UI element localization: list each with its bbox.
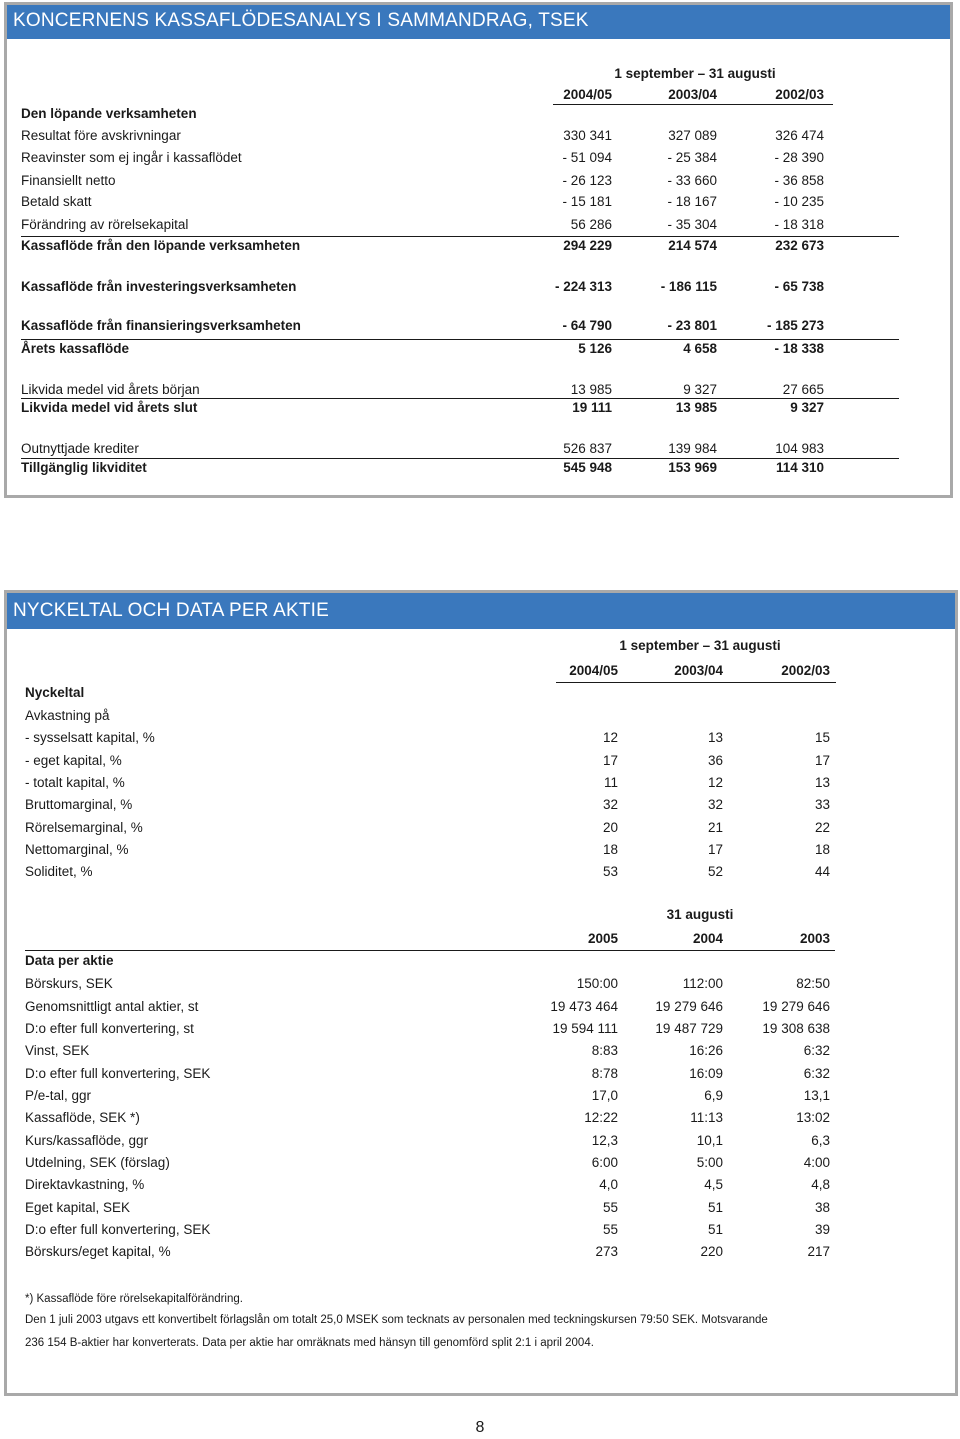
cashflow-title: KONCERNENS KASSAFLÖDESANALYS I SAMMANDRAG, TSEK [7,5,950,39]
row-value: 13 [814,775,830,790]
row-label: Nettomarginal, % [25,842,129,857]
table-row [0,148,960,168]
note-line: 236 154 B-aktier har konverterats. Data per aktie har omräknats med hänsyn till genomförd split 2:1 i april 2004. [25,1337,594,1349]
row-value: - 28 390 [774,150,824,165]
row-value: 51 [707,1222,723,1237]
row-value: 53 [602,864,618,879]
row-value: 36 [707,753,723,768]
row-value: 17,0 [591,1088,618,1103]
row-value: 21 [707,820,723,835]
table-row [0,215,960,235]
row-value: 13 985 [570,382,612,397]
row-label: Eget kapital, SEK [25,1200,131,1215]
column-header: 2002/03 [781,663,830,678]
column-header: 2004 [692,931,723,946]
column-header: 2003/04 [668,87,717,102]
table-row [0,728,960,748]
row-value: 19 279 646 [762,999,830,1014]
row-value: 56 286 [570,217,612,232]
row-value: 327 089 [668,128,717,143]
table-row [0,773,960,793]
row-value: 13:02 [796,1110,830,1125]
column-header: 2003/04 [674,663,723,678]
row-value: 326 474 [775,128,824,143]
row-value: - 10 235 [774,194,824,209]
row-value: 27 665 [782,382,824,397]
row-value: 11:13 [690,1110,723,1125]
row-label: Börskurs/eget kapital, % [25,1244,171,1259]
row-value: 16:09 [689,1066,723,1081]
row-label: Vinst, SEK [25,1043,90,1058]
cashflow-section-heading [0,104,960,124]
table-row [0,171,960,191]
subheading: Avkastning på [25,708,110,723]
row-value: 12 [707,775,723,790]
table-row [0,1131,960,1151]
row-value: 17 [707,842,723,857]
keyfigures-section-heading [0,683,960,703]
row-label: Direktavkastning, % [25,1177,145,1192]
row-value: - 26 123 [562,173,612,188]
pershare-period-label: 31 augusti [666,907,734,922]
row-value: - 15 181 [562,194,612,209]
row-value: - 23 801 [667,318,717,333]
pershare-section-heading [0,951,960,971]
section-heading: Nyckeltal [25,685,85,700]
row-value: - 25 384 [667,150,717,165]
row-value: 6:32 [803,1066,830,1081]
row-value: 6,3 [811,1133,830,1148]
row-value: 6:32 [803,1043,830,1058]
table-row [0,126,960,146]
row-value: 52 [707,864,723,879]
row-value: 9 327 [683,382,717,397]
row-value: 13 [707,730,723,745]
footnote: *) Kassaflöde före rörelsekapitalförändring. [25,1293,243,1305]
row-value: 6:00 [591,1155,618,1170]
row-label: D:o efter full konvertering, SEK [25,1222,211,1237]
section-heading: Den löpande verksamheten [21,106,197,121]
column-header: 2003 [799,931,830,946]
table-row [0,316,960,336]
table-row [0,1041,960,1061]
row-value: 294 229 [563,238,612,253]
row-value: 38 [814,1200,830,1215]
row-label: Likvida medel vid årets slut [21,400,198,415]
row-value: 44 [814,864,830,879]
row-value: - 18 338 [774,341,824,356]
row-value: 16:26 [689,1043,723,1058]
row-value: 15 [814,730,830,745]
table-row [0,997,960,1017]
row-value: 33 [814,797,830,812]
row-label: Kassaflöde, SEK *) [25,1110,140,1125]
row-value: 330 341 [563,128,612,143]
row-value: 4 658 [683,341,717,356]
table-row [0,458,960,478]
row-value: - 186 115 [660,279,717,294]
keyfigures-column-header [0,661,960,681]
note-line: Den 1 juli 2003 utgavs ett konvertibelt förlagslån om totalt 25,0 MSEK som tecknats av personalen med teckningskursen 79:50 SEK. Motsvarande [25,1314,768,1326]
row-value: 4,5 [704,1177,723,1192]
row-value: 526 837 [563,441,612,456]
table-row [0,862,960,882]
column-header: 2004/05 [563,87,612,102]
table-row [0,751,960,771]
row-value: 55 [602,1200,618,1215]
row-value: 220 [700,1244,723,1259]
table-row [0,1108,960,1128]
row-value: 232 673 [775,238,824,253]
table-row [0,398,960,418]
table-row [0,974,960,994]
row-value: 273 [595,1244,618,1259]
table-row [0,795,960,815]
row-label: - totalt kapital, % [25,775,125,790]
row-value: 104 983 [775,441,824,456]
row-value: 82:50 [796,976,830,991]
row-value: 6,9 [704,1088,723,1103]
row-value: 5:00 [696,1155,723,1170]
row-label: - sysselsatt kapital, % [25,730,155,745]
table-row [0,380,960,400]
row-value: - 224 313 [554,279,612,294]
table-row [0,1064,960,1084]
row-label: Outnyttjade krediter [21,441,139,456]
row-label: Förändring av rörelsekapital [21,217,189,232]
row-label: Genomsnittligt antal aktier, st [25,999,199,1014]
row-value: 8:78 [591,1066,618,1081]
table-row [0,840,960,860]
row-value: 4:00 [803,1155,830,1170]
row-value: 9 327 [790,400,824,415]
row-value: - 65 738 [774,279,824,294]
keyfigures-title: NYCKELTAL OCH DATA PER AKTIE [7,593,955,629]
row-label: Resultat före avskrivningar [21,128,181,143]
row-value: 11 [603,775,618,790]
row-value: - 35 304 [667,217,717,232]
row-value: 18 [602,842,618,857]
table-row [0,1086,960,1106]
row-value: 19 111 [572,400,612,415]
row-value: 112:00 [682,976,723,991]
row-value: 18 [814,842,830,857]
row-value: 32 [707,797,723,812]
table-row [0,439,960,459]
column-header: 2005 [587,931,618,946]
table-row [0,236,960,256]
row-value: 139 984 [668,441,717,456]
cashflow-period-label: 1 september – 31 augusti [614,66,776,81]
row-value: 12,3 [591,1133,618,1148]
row-label: Soliditet, % [25,864,93,879]
row-label: P/e-tal, ggr [25,1088,92,1103]
row-value: - 185 273 [766,318,824,333]
table-row [0,1242,960,1262]
table-row [0,277,960,297]
row-label: D:o efter full konvertering, SEK [25,1066,211,1081]
row-value: 12 [602,730,618,745]
row-label: Årets kassaflöde [21,341,130,356]
row-label: Tillgänglig likviditet [21,460,147,475]
section-heading: Data per aktie [25,953,114,968]
row-label: Reavinster som ej ingår i kassaflödet [21,150,242,165]
row-label: Finansiellt netto [21,173,116,188]
row-value: 153 969 [668,460,717,475]
table-row [0,1220,960,1240]
row-value: 19 279 646 [655,999,723,1014]
column-header: 2002/03 [775,87,824,102]
row-label: Rörelsemarginal, % [25,820,143,835]
row-label: Bruttomarginal, % [25,797,133,812]
row-label: Betald skatt [21,194,92,209]
row-value: 12:22 [584,1110,618,1125]
row-label: D:o efter full konvertering, st [25,1021,194,1036]
table-row [0,818,960,838]
row-value: 22 [814,820,830,835]
row-label: Utdelning, SEK (förslag) [25,1155,170,1170]
row-value: - 33 660 [667,173,717,188]
row-value: 545 948 [563,460,612,475]
row-value: 19 308 638 [762,1021,830,1036]
row-value: 19 487 729 [655,1021,723,1036]
row-value: 13,1 [803,1088,830,1103]
row-value: 214 574 [668,238,717,253]
row-value: - 64 790 [562,318,612,333]
row-label: Kassaflöde från investeringsverksamheten [21,279,297,294]
row-value: 4,8 [811,1177,830,1192]
row-value: 17 [814,753,830,768]
row-label: Kassaflöde från finansieringsverksamheten [21,318,301,333]
row-value: 5 126 [578,341,612,356]
row-label: Börskurs, SEK [25,976,113,991]
row-label: Likvida medel vid årets början [21,382,200,397]
table-row [0,1019,960,1039]
table-row [0,339,960,359]
cashflow-column-header [0,85,960,105]
row-value: 8:83 [591,1043,618,1058]
row-value: - 18 167 [667,194,717,209]
row-value: 217 [807,1244,830,1259]
table-row [0,1153,960,1173]
column-header: 2004/05 [569,663,618,678]
keyfigures-subheading [0,706,960,726]
row-value: 20 [602,820,618,835]
row-label: Kurs/kassaflöde, ggr [25,1133,149,1148]
row-value: 17 [602,753,618,768]
row-value: 150:00 [576,976,618,991]
row-value: 13 985 [675,400,717,415]
row-value: - 36 858 [774,173,824,188]
row-label: - eget kapital, % [25,753,122,768]
row-value: 39 [814,1222,830,1237]
row-value: 19 594 111 [552,1021,618,1036]
row-value: - 18 318 [774,217,824,232]
row-label: Kassaflöde från den löpande verksamheten [21,238,301,253]
row-value: 32 [602,797,618,812]
row-value: 10,1 [696,1133,723,1148]
row-value: 19 473 464 [550,999,618,1014]
table-row [0,192,960,212]
row-value: 114 310 [775,460,824,475]
keyfigures-period-label: 1 september – 31 augusti [619,638,781,653]
row-value: 51 [707,1200,723,1215]
row-value: 55 [602,1222,618,1237]
pershare-column-header [0,929,960,949]
page-number: 8 [475,1419,485,1436]
table-row [0,1198,960,1218]
table-row [0,1175,960,1195]
row-value: 4,0 [599,1177,618,1192]
row-value: - 51 094 [562,150,612,165]
